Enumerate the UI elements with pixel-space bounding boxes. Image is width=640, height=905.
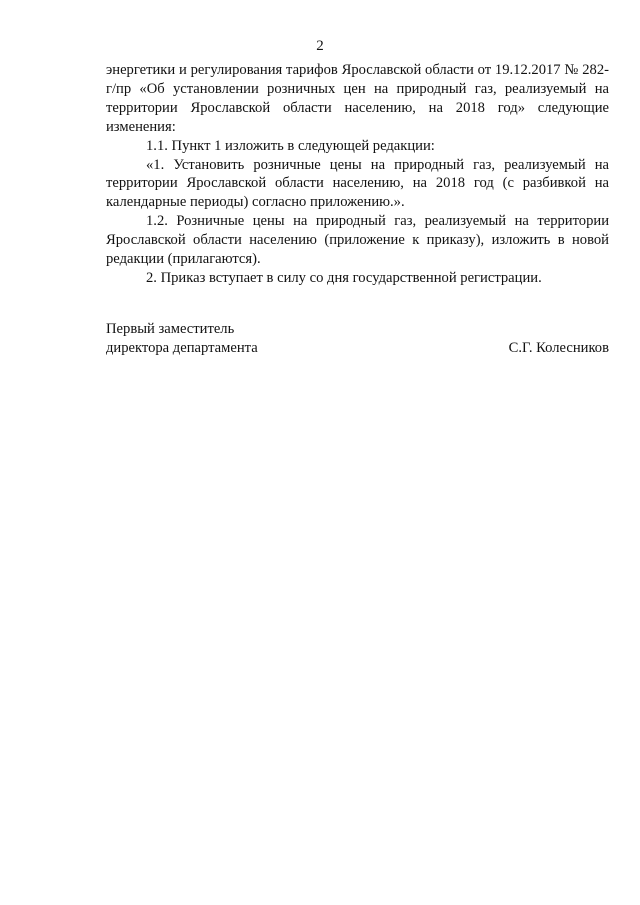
paragraph-item-1-2: 1.2. Розничные цены на природный газ, реализуемый на территории Ярославской области населению (приложение к приказу), изложить в новой редакции (прилагаются). [106,213,609,268]
paragraph-item-2: 2. Приказ вступает в силу со дня государственной регистрации. [146,269,542,286]
signatory-position-line2: директора департамента [106,340,258,356]
paragraph-continuation: энергетики и регулирования тарифов Ярославской области от 19.12.2017 № 282-г/пр «Об установлении розничных цен на природный газ, реализуемый на территории Ярославской области населению, на 2018 год» следующие изменения: [106,62,609,135]
page-number: 2 [316,38,324,54]
signatory-name: С.Г. Колесников [508,340,609,356]
signature-block [106,320,609,358]
paragraph-quoted-point-1: «1. Установить розничные цены на природный газ, реализуемый на территории Ярославской области населению, на 2018 год (с разбивкой на календарные периоды) согласно приложению.». [106,156,609,211]
signature-row [106,339,609,358]
paragraph-item-1-1: 1.1. Пункт 1 изложить в следующей редакции: [146,137,435,154]
signatory-position-line1: Первый заместитель [106,321,235,337]
document-body [106,61,609,288]
